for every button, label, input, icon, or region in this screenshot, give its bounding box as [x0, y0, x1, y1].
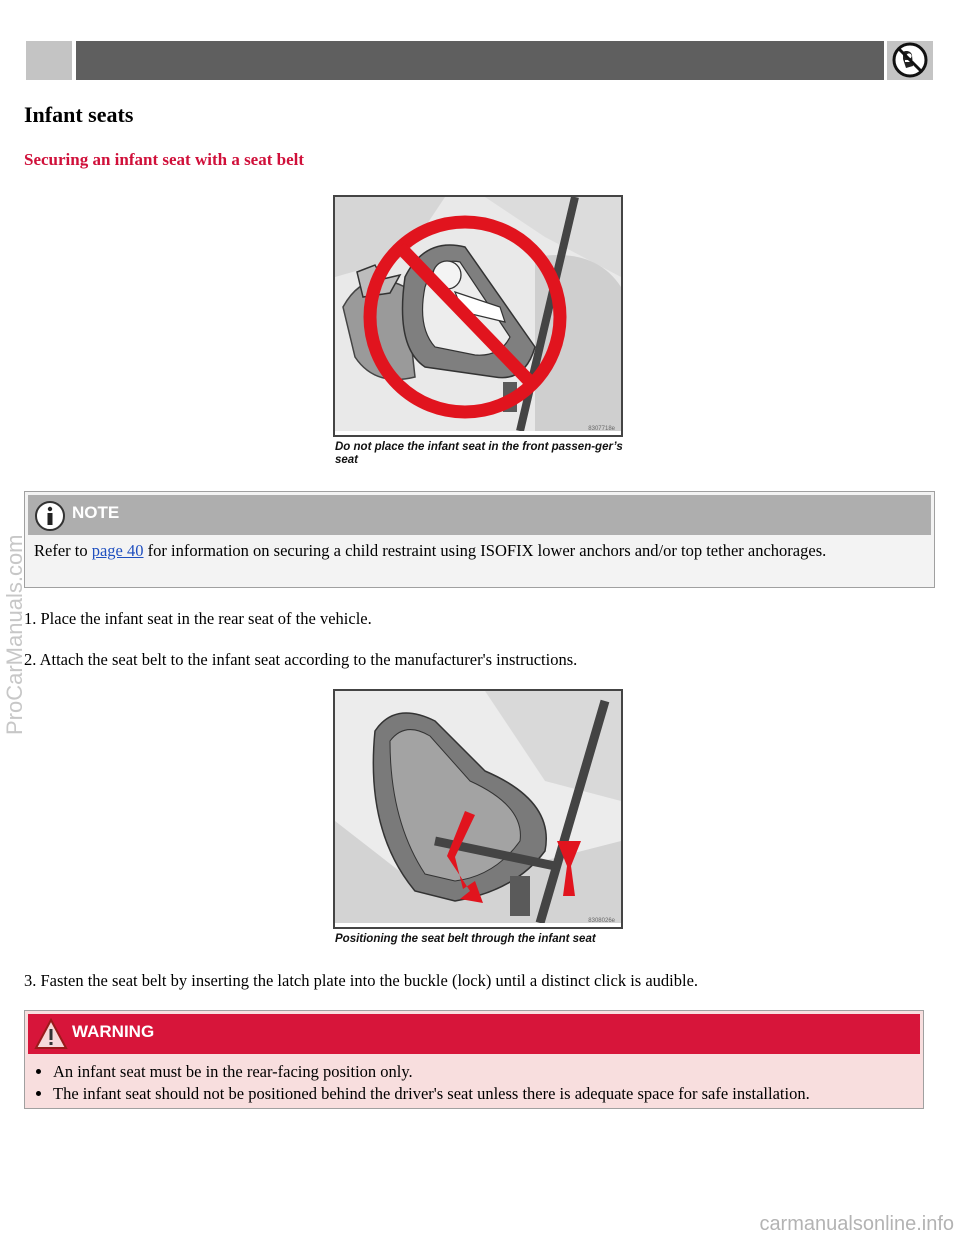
warning-item: • The infant seat should not be positioned behind the driver's seat unless there is adequate space for safe installation.	[53, 1083, 810, 1105]
figure-code: 8307718e	[588, 426, 615, 432]
note-text-after: for information on securing a child restraint using ISOFIX lower anchors and/or top tether anchorages.	[143, 541, 827, 560]
figure-image	[333, 689, 623, 929]
section-heading: Securing an infant seat with a seat belt	[24, 150, 305, 169]
note-text	[34, 540, 874, 562]
info-icon	[34, 500, 66, 532]
footer-watermark: carmanualsonline.info	[759, 1213, 954, 1235]
header-bar	[26, 41, 933, 80]
warning-header	[28, 1014, 920, 1054]
child-seat-prohibited-icon	[887, 41, 933, 80]
figure-caption: Do not place the infant seat in the front passen-ger’s seat	[335, 441, 623, 466]
figure-front-seat-warning	[333, 195, 623, 467]
header-strip	[76, 41, 884, 80]
figure-belt-routing	[333, 689, 623, 946]
figure-caption: Positioning the seat belt through the infant seat	[335, 933, 596, 945]
warning-box	[24, 1010, 924, 1109]
page-title: Infant seats	[24, 102, 134, 127]
note-text-before: Refer to	[34, 541, 92, 560]
header-square	[26, 41, 72, 80]
note-box	[24, 491, 935, 588]
note-header	[28, 495, 931, 535]
warning-list	[25, 1061, 810, 1105]
warning-triangle-icon	[34, 1018, 68, 1050]
watermark: ProCarManuals.com	[2, 534, 27, 735]
figure-code: 8308026e	[588, 918, 615, 924]
warning-item: • An infant seat must be in the rear-facing position only.	[53, 1061, 810, 1083]
page-link[interactable]: page 40	[91, 541, 144, 560]
step-2: 2. Attach the seat belt to the infant seat according to the manufacturer's instructions.	[24, 650, 578, 669]
step-3: 3. Fasten the seat belt by inserting the latch plate into the buckle (lock) until a distinct click is audible.	[24, 971, 699, 990]
step-1: 1. Place the infant seat in the rear seat of the vehicle.	[24, 609, 372, 628]
note-label: NOTE	[72, 503, 120, 522]
figure-image	[333, 195, 623, 437]
warning-label: WARNING	[72, 1022, 155, 1041]
